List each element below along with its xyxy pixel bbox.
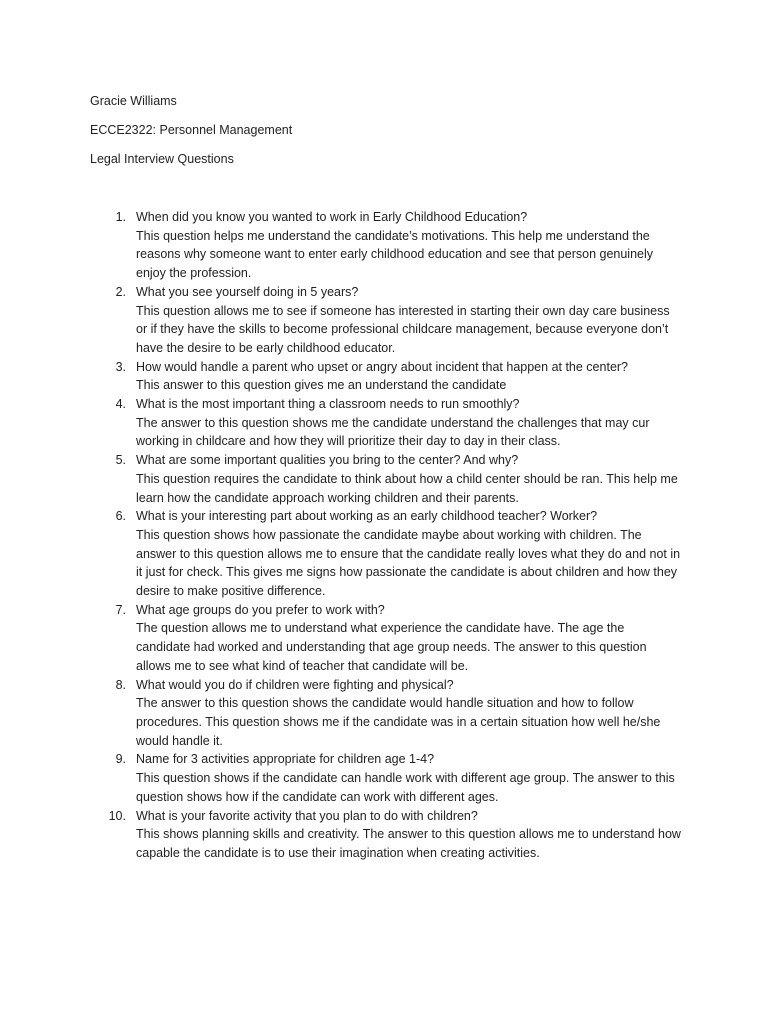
question-text: What would you do if children were fighting and physical? (136, 677, 454, 692)
question-item-5 (0, 451, 768, 507)
question-number: 9. (115, 752, 126, 767)
question-number: 4. (115, 397, 126, 412)
question-number: 2. (115, 284, 126, 299)
question-item-1 (0, 208, 768, 283)
question-body (136, 807, 681, 863)
question-item-7 (0, 601, 768, 676)
question-list (0, 208, 768, 863)
question-body (136, 358, 681, 395)
document-title: Legal Interview Questions (90, 152, 234, 166)
question-text: What age groups do you prefer to work with? (136, 602, 385, 617)
question-text: What is the most important thing a classroom needs to run smoothly? (136, 397, 520, 412)
question-body (136, 507, 681, 601)
question-explanation: This question shows if the candidate can handle work with different age group. The answer to this question shows how if the candidate can work with different ages. (136, 771, 675, 804)
question-explanation: This question shows how passionate the candidate maybe about working with children. The answer to this question allows me to ensure that the candidate really loves what they do and not in it just for check. This gives me signs how passionate the candidate is about children and how they desire to make positive difference. (136, 527, 681, 599)
question-text: What you see yourself doing in 5 years? (136, 284, 359, 299)
question-body (136, 601, 681, 676)
question-explanation: The question allows me to understand what experience the candidate have. The age the candidate had worked and understanding that age group needs. The answer to this question allows me to see what kind of teacher that candidate will be. (136, 621, 647, 673)
question-body (136, 283, 681, 358)
question-item-10 (0, 807, 768, 863)
question-item-9 (0, 750, 768, 806)
question-item-2 (0, 283, 768, 358)
question-item-8 (0, 676, 768, 751)
question-text: What is your interesting part about working as an early childhood teacher? Worker? (136, 509, 598, 524)
question-body (136, 395, 681, 451)
question-number: 7. (115, 602, 126, 617)
question-text: What are some important qualities you bring to the center? And why? (136, 453, 519, 468)
question-number: 3. (115, 359, 126, 374)
question-item-3 (0, 358, 768, 395)
question-body (136, 208, 681, 283)
question-text: What is your favorite activity that you plan to do with children? (136, 808, 478, 823)
question-body (136, 676, 681, 751)
question-text: How would handle a parent who upset or angry about incident that happen at the center? (136, 359, 629, 374)
question-explanation: The answer to this question shows me the candidate understand the challenges that may cur working in childcare and how they will prioritize their day to day in their class. (136, 415, 650, 449)
question-item-4 (0, 395, 768, 451)
question-explanation: This shows planning skills and creativity. The answer to this question allows me to understand how capable the candidate is to use their imagination when creating activities. (136, 827, 681, 860)
question-number: 5. (115, 453, 126, 468)
question-body (136, 451, 681, 507)
question-number: 6. (115, 509, 126, 524)
question-explanation: This answer to this question gives me an understand the candidate (136, 378, 507, 393)
course-title: ECCE2322: Personnel Management (90, 123, 293, 137)
question-explanation: This question helps me understand the candidate’s motivations. This help me understand the reasons why someone want to enter early childhood education and see that person genuinely enjoy the profession. (136, 228, 654, 281)
question-text: When did you know you wanted to work in Early Childhood Education? (136, 210, 528, 224)
question-explanation: The answer to this question shows the candidate would handle situation and how to follow procedures. This question shows me if the candidate was in a certain situation how well he/she would handle it. (136, 696, 661, 748)
question-item-6 (0, 507, 768, 601)
question-number: 10. (108, 808, 126, 823)
question-text: Name for 3 activities appropriate for children age 1-4? (136, 752, 435, 767)
question-body (136, 750, 681, 806)
question-number: 1. (115, 210, 126, 224)
question-explanation: This question allows me to see if someone has interested in starting their own day care business or if they have the skills to become professional childcare management, because everyone don’t have the desire to be early childhood educator. (136, 303, 670, 355)
question-number: 8. (115, 677, 126, 692)
question-explanation: This question requires the candidate to think about how a child center should be ran. This help me learn how the candidate approach working children and their parents. (136, 471, 678, 505)
author-name: Gracie Williams (90, 94, 177, 108)
